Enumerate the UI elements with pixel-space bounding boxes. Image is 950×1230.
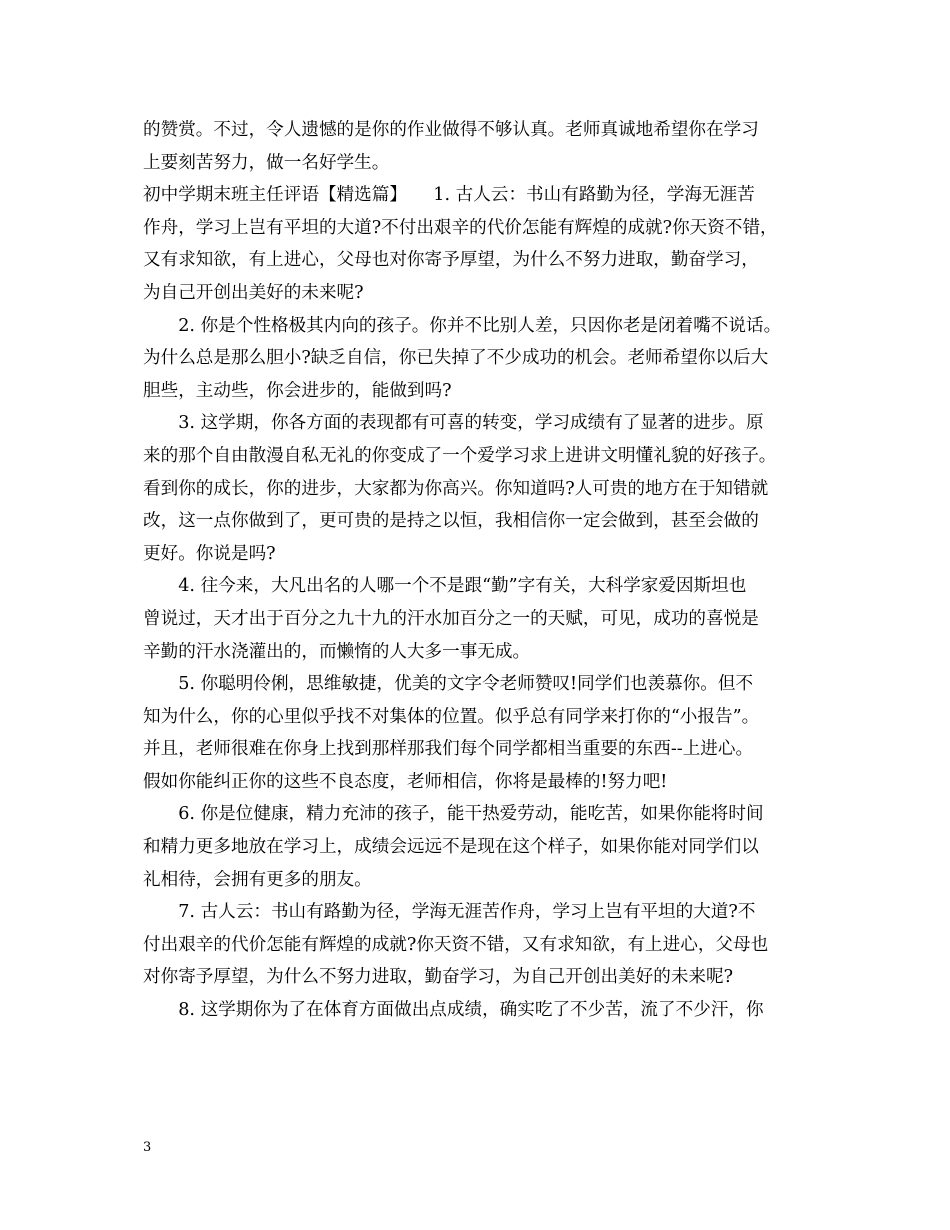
text-line: 初中学期末班主任评语【精选篇】 1. 古人云：书山有路勤为径，学海无涯苦 [143, 185, 755, 206]
text-line: 3. 这学期，你各方面的表现都有可喜的转变，学习成绩有了显著的进步。原 [143, 413, 764, 434]
text-line: 4. 往今来，大凡出名的人哪一个不是跟“勤”字有关，大科学家爱因斯坦也 [143, 576, 747, 597]
text-line: 胆些，主动些，你会进步的，能做到吗? [143, 380, 452, 401]
text-line: 的赞赏。不过，令人遗憾的是你的作业做得不够认真。老师真诚地希望你在学习 [143, 120, 759, 140]
text-line: 改，这一点你做到了，更可贵的是持之以恒，我相信你一定会做到，甚至会做的 [143, 511, 759, 532]
text-line: 知为什么，你的心里似乎找不对集体的位置。似乎总有同学来打你的“小报告”。 [143, 706, 760, 727]
text-line: 礼相待，会拥有更多的朋友。 [143, 869, 372, 890]
text-line: 5. 你聪明伶俐，思维敏捷，优美的文字令老师赞叹!同学们也羡慕你。但不 [143, 674, 754, 695]
text-line: 为自己开创出美好的未来呢? [143, 282, 364, 303]
text-line: 更好。你说是吗? [143, 543, 276, 564]
text-line: 看到你的成长，你的进步，大家都为你高兴。你知道吗?人可贵的地方在于知错就 [143, 478, 769, 499]
text-line: 7. 古人云：书山有路勤为径，学海无涯苦作舟，学习上岂有平坦的大道?不 [143, 902, 756, 923]
document-body [143, 114, 811, 1027]
page-number: 3 [143, 1140, 152, 1155]
text-line: 2. 你是个性格极其内向的孩子。你并不比别人差，只因你老是闭着嘴不说话。 [143, 315, 782, 336]
text-line: 6. 你是位健康，精力充沛的孩子，能干热爱劳动，能吃苦，如果你能将时间 [143, 804, 764, 825]
text-line: 上要刻苦努力，做一名好学生。 [143, 152, 390, 173]
text-line: 对你寄予厚望，为什么不努力进取，勤奋学习，为自己开创出美好的未来呢? [143, 967, 734, 988]
text-line: 假如你能纠正你的这些不良态度，老师相信，你将是最棒的!努力吧! [143, 771, 668, 792]
text-line: 并且，老师很难在你身上找到那样那我们每个同学都相当重要的东西--上进心。 [143, 739, 754, 760]
text-line: 8. 这学期你为了在体育方面做出点成绩，确实吃了不少苦，流了不少汗，你 [143, 1000, 764, 1021]
text-line: 和精力更多地放在学习上，成绩会远远不是现在这个样子，如果你能对同学们以 [143, 837, 759, 858]
text-line: 来的那个自由散漫自私无礼的你变成了一个爱学习求上进讲文明懂礼貌的好孩子。 [143, 445, 777, 466]
text-line: 曾说过，天才出于百分之九十九的汗水加百分之一的天赋，可见，成功的喜悦是 [143, 608, 759, 629]
text-line: 为什么总是那么胆小?缺乏自信，你已失掉了不少成功的机会。老师希望你以后大 [143, 348, 769, 369]
text-line: 付出艰辛的代价怎能有辉煌的成就?你天资不错，又有求知欲，有上进心，父母也 [143, 934, 769, 955]
text-line: 作舟，学习上岂有平坦的大道?不付出艰辛的代价怎能有辉煌的成就?你天资不错， [143, 217, 778, 238]
text-line: 又有求知欲，有上进心，父母也对你寄予厚望，为什么不努力进取，勤奋学习， [143, 250, 759, 271]
text-line: 辛勤的汗水浇灌出的，而懒惰的人大多一事无成。 [143, 641, 531, 662]
